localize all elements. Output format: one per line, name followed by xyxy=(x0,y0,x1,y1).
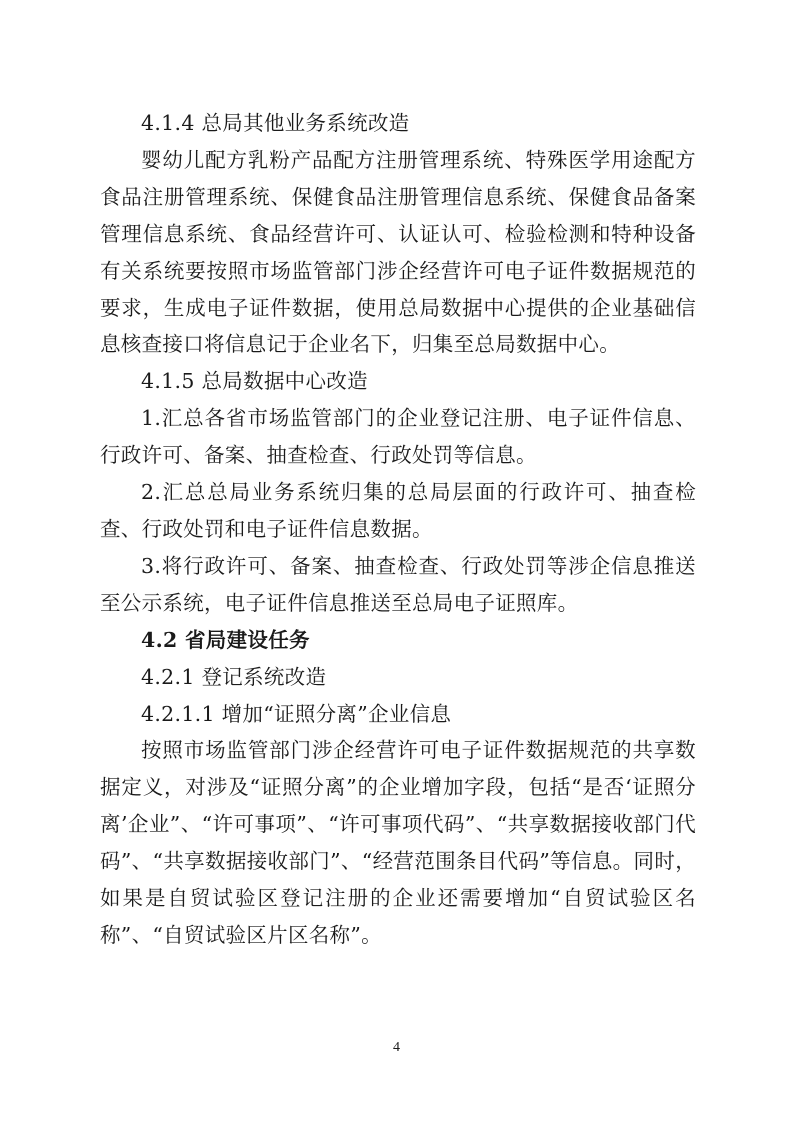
section-heading-4-2: 4.2 省局建设任务 xyxy=(141,627,310,652)
paragraph-4-1-5-item-2: 2.汇总总局业务系统归集的总局层面的行政许可、抽查检查、行政处罚和电子证件信息数据。 xyxy=(100,480,696,541)
section-heading-4-1-5: 4.1.5 总局数据中心改造 xyxy=(141,369,368,394)
paragraph-4-1-5-item-3: 3.将行政许可、备案、抽查检查、行政处罚等涉企信息推送至公示系统，电子证件信息推送至总局电子证照库。 xyxy=(100,553,696,615)
paragraph-4-1-5-item-1: 1.汇总各省市场监管部门的企业登记注册、电子证件信息、行政许可、备案、抽查检查、行政处罚等信息。 xyxy=(100,406,696,468)
paragraph-4-1-4-body: 婴幼儿配方乳粉产品配方注册管理系统、特殊医学用途配方食品注册管理系统、保健食品注册管理信息系统、保健食品备案管理信息系统、食品经营许可、认证认可、检验检测和特种设备有关系统要按照市场监管部门涉企经营许可电子证件数据规范的要求，生成电子证件数据，使用总局数据中心提供的企业基础信息核查接口将信息记于企业名下，归集至总局数据中心。 xyxy=(100,147,696,357)
document-body xyxy=(100,105,696,954)
page-number: 4 xyxy=(393,1040,400,1055)
section-heading-4-2-1-1: 4.2.1.1 增加“证照分离”企业信息 xyxy=(141,701,452,726)
section-heading-4-1-4: 4.1.4 总局其他业务系统改造 xyxy=(141,111,410,135)
section-heading-4-2-1: 4.2.1 登记系统改造 xyxy=(141,664,327,689)
paragraph-4-2-1-1-body: 按照市场监管部门涉企经营许可电子证件数据规范的共享数据定义，对涉及“证照分离”的企业增加字段，包括“是否‘证照分离’企业”、“许可事项”、“许可事项代码”、“共享数据接收部门代码”、“共享数据接收部门”、“经营范围条目代码”等信息。同时，如果是自贸试验区登记注册的企业还需要增加“自贸试验区名称”、“自贸试验区片区名称”。 xyxy=(100,738,696,947)
